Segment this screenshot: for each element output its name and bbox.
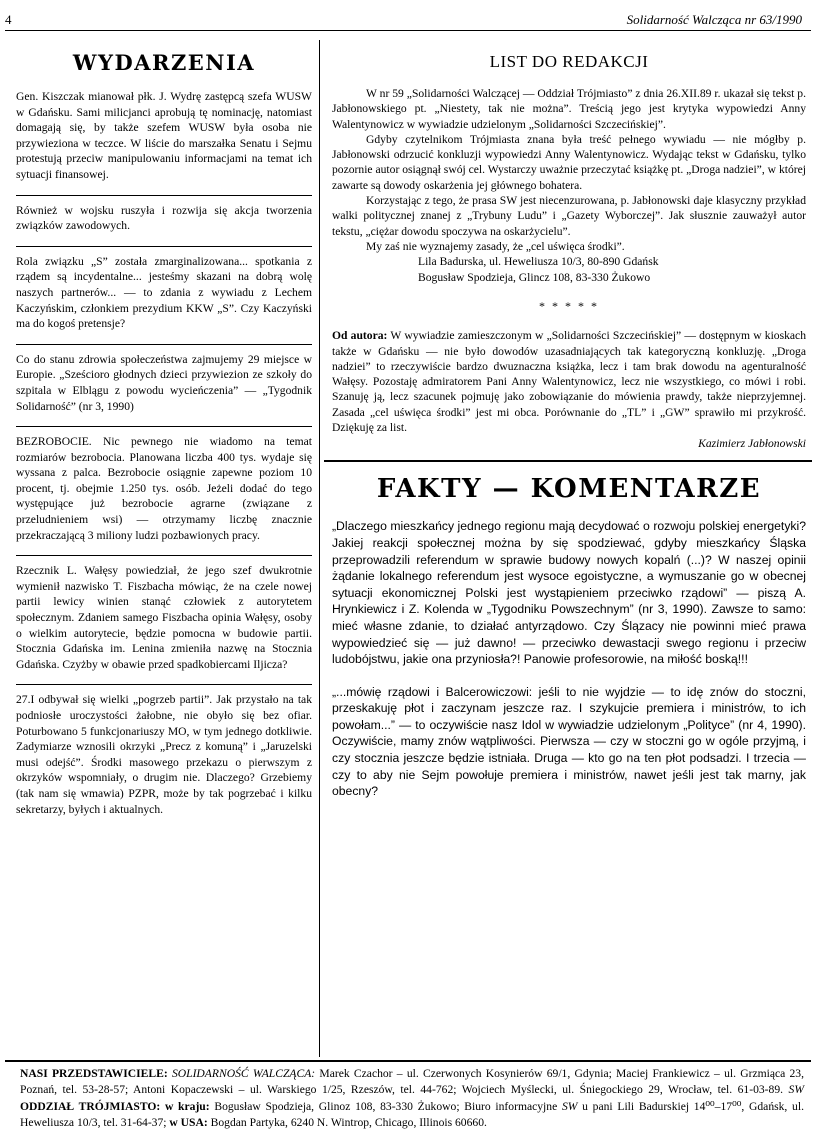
column-divider bbox=[319, 40, 320, 1057]
letter-signature: Lila Badurska, ul. Heweliusza 10/3, 80-890 Gdańsk bbox=[418, 255, 659, 269]
footer-sw: SW bbox=[788, 1083, 804, 1097]
page-header bbox=[0, 12, 814, 32]
letter-paragraph: My zaś nie wyznajemy zasady, że „cel uświęca środki”. bbox=[366, 239, 625, 253]
footer-label: NASI PRZEDSTAWICIELE: bbox=[20, 1067, 168, 1080]
section-title-fakty: FAKTY — KOMENTARZE bbox=[376, 474, 762, 505]
footer-usa: w USA: bbox=[169, 1116, 208, 1130]
star-separator: * * * * * bbox=[539, 299, 599, 314]
news-item: Rzecznik L. Wałęsy powiedział, że jego szef dwukrotnie wymienił nazwisko T. Fiszbacha mówiąc, że na czele nowej partii lewicy winien stanąć człowiek z autorytetem społecznym. Zdaniem samego Fiszbacha opinia Wałęsy, osoby o wielkim autorytecie, będzie pomocna w budowie partii. Stocznia Gdańska im. Lenina zmieniła nazwę na Stocznia Gdańska. Czyżby w obawie przed spadkobiercami Iljicza? bbox=[16, 564, 312, 671]
item-divider bbox=[16, 555, 312, 556]
news-item: BEZROBOCIE. Nic pewnego nie wiadomo na temat rozmiarów bezrobocia. Planowana liczba 400 tys. wydaje się wyssana z palca. Bezrobocie osiągnie zapewne poziom 10 procent, tj. obejmie 1.250 tys. osób. Jeżeli dodać do tego występujące już bezrobocie agrarne (związane z przeludnieniem wsi) — otrzymamy liczbę znacznie przekraczającą 3 miliony ludzi pozbawionych pracy. bbox=[16, 435, 312, 542]
reply-text: W wywiadzie zamieszczonym w „Solidarności Szczecińskiej” — dostępnym w kioskach także w Gdańsku — nie było dowodów uzasadniających tak kategoryczną konkluzję. „Droga nadziei” to rzeczywiście bardzo dwuznaczna książka, lecz i tam brak dowodu na agenturalność Wałęsy. Pozostaję admiratorem Pani Anny Walentynowicz, lecz nie wszystkiego, co mówi i robi. Szanuję ją, lecz szacunek pojmuję jako zobowiązanie do mówienia prawdy, także nieprzyjemnej. Zasada „cel uświęca środki” jest mi obca. Porównanie do „TL” i „GW” sprawiło mi przykrość. Dziękuję za list. bbox=[332, 329, 806, 435]
publication-title: Solidarność Walcząca nr 63/1990 bbox=[626, 12, 802, 27]
news-item: Co do stanu zdrowia społeczeństwa zajmujemy 29 miejsce w Europie. „Sześcioro głodnych dzieci przywiezion ze szkoły do szpitala w Elblągu z powodu wycieńczenia” — „Tygodnik Solidarność” (nr 3, 1990) bbox=[16, 352, 312, 413]
letter-paragraph: W nr 59 „Solidarności Walczącej — Oddział Trójmiasto” z dnia 26.XII.89 r. ukazał się tekst p. Jabłonowskiego pt. „Niestety, tak nie można”. Treścią jego jest krytyka wypowiedzi Anny Walentynowicz w wywiadzie udzielonym „Solidarności Szczecińskiej”. bbox=[332, 87, 806, 131]
page-number: 4 bbox=[5, 12, 12, 27]
item-divider bbox=[16, 684, 312, 685]
letter-paragraph: Korzystając z tego, że prasa SW jest niecenzurowana, p. Jabłonowski daje klasyczny przykład walki politycznej znanej z „Trybuny Ludu” i „Gazety Wyborczej”. Jak słusznie zauważył autor tekstu, „ciężar dowodu spoczywa na oskarżycielu”. bbox=[332, 194, 806, 238]
footer-text: Marek Czachor – ul. Czerwonych Kosynierów 69/1, Gdynia; Maciej Frankiewicz – ul. Grzmiąca 23, Poznań, tel. 53-28-57; Antoni Kopaczewski – ul. Warskiego 1/25, Rzeszów, tel. 44-762; Wojciech Myślecki, ul. Śniegockiego 29, Wrocław, tel. 61-03-89. bbox=[20, 1067, 805, 1097]
section-divider bbox=[324, 460, 812, 462]
footer-text: u pani Lili Badurskiej 14⁰⁰–17⁰⁰, Gdańsk, ul. Heweliusza 10/3, tel. 31-64-37; bbox=[20, 1099, 804, 1130]
item-divider bbox=[16, 246, 312, 247]
footer-text: Bogusław Spodzieja, Glinoz 108, 83-330 Żukowo; Biuro informacyjne bbox=[214, 1099, 558, 1113]
letter-title: LIST DO REDAKCJI bbox=[489, 52, 649, 71]
item-divider bbox=[16, 344, 312, 345]
footer-representatives bbox=[20, 1066, 804, 1132]
item-divider bbox=[16, 426, 312, 427]
item-divider bbox=[16, 195, 312, 196]
reply-author: Kazimierz Jabłonowski bbox=[698, 437, 806, 451]
letter-paragraph: Gdyby czytelnikom Trójmiasta znana była treść pełnego wywiadu — nie mógłby p. Jabłonowski odrzucić konkluzji wypowiedzi Anny Walentynowicz. Wydając tekst w Gdańsku, tylko pozornie autor osiągnął swój cel. Wystarczy uważnie przeczytać książkę pt. „Droga nadziei”, w której zawarte są dowody oskarżenia jej głównego bohatera. bbox=[332, 132, 806, 192]
facts-paragraph: „Dlaczego mieszkańcy jednego regionu mają decydować o rozwoju polskiej energetyki? Jakiej reakcji społecznej można by się spodziewać, gdyby mieszkańcy Śląska przeprowadzili referendum w sprawie budowy nowych kopalń (...)? W naszej opinii żądanie lokalnego referendum jest wysoce egoistyczne, a wymuszanie go w obecnej sytuacji ekonomicznej Polski jest wystąpieniem przeciwko rządowi” — piszą A. Hrynkiewicz i Z. Kolenda w „Tygodniku Powszechnym” (nr 3, 1990). Zawsze to samo: mieć własne zdanie, to działać antyrządowo. Czy Ślązacy nie powinni mieć prawa wypowiedzieć się — już dawno! — przeciwko dewastacji swego regionu i przeciw ludobójstwu, jakie ona przyniosła?! Panowie profesorowie, na miłość boską!!! bbox=[332, 519, 806, 667]
header-rule bbox=[5, 30, 811, 31]
footer-rule bbox=[5, 1060, 811, 1062]
right-column bbox=[332, 34, 806, 800]
news-item: Rola związku „S” została zmarginalizowana... spotkania z rządem są incydentalne... jesteśmy skazani na dobrą wolę naszych partnerów... — to zdania z wywiadu z Lechem Kaczyńskim, członkiem prezydium KKW „S”. Czy Kaczyński ma do kogoś pretensje? bbox=[16, 254, 312, 331]
section-title-wydarzenia: WYDARZENIA bbox=[72, 50, 256, 75]
news-item: Gen. Kiszczak mianował płk. J. Wydrę zastępcą szefa WUSW w Gdańsku. Sami milicjanci aprobują tę nominację, natomiast domagają się, by także szefem WUSW była osoba nie przywieziona w teczce. W liście do marszałka Senatu i Sejmu protestują przeciw manipulowaniu informacjami na temat ich sytuacji finansowej. bbox=[16, 90, 312, 181]
news-item: 27.I odbywał się wielki „pogrzeb partii”. Jak przystało na tak podniosłe uroczystości żałobne, nie obyło się bez ofiar. Poturbowano 5 funkcjonariuszy MO, w tym jednego dotkliwie. Zadymiarze wznosili okrzyki „Precz z komuną” i „Jaruzelski musi odejść”. Środki masowego przekazu o pierwszym z okrzyków wspomniały, o drugim nie. Dlaczego? Grzebiemy (tak nam się wmawia) PZPR, może by tak pogrzebać i kilku sekretarzy, byłych i aktualnych. bbox=[16, 693, 312, 816]
footer-sw: SW bbox=[561, 1099, 578, 1113]
footer-publication: SOLIDARNOŚĆ WALCZĄCA: bbox=[171, 1067, 316, 1080]
reply-label: Od autora: bbox=[332, 329, 388, 343]
author-reply bbox=[332, 328, 806, 435]
left-column bbox=[16, 34, 312, 823]
facts-paragraph: „...mówię rządowi i Balcerowiczowi: jeśli to nie wyjdzie — to idę znów do stoczni, przeskakuję płot i zaczynam jeszcze raz. I szykujcie premiera i ministrów, to ich powołam...” — to oczywiście nasz Idol w wywiadzie udzielonym „Polityce” (nr 4, 1990). Oczywiście, mamy znów wątpliwości. Pierwsza — czy w stoczni go w ogóle przyjmą, i czy stocznia jeszcze będzie istniała. Druga — kto go na ten płot podsadzi. I trzecia — czy to aby nie Sejm powołuje premiera i ministrów, nawet jeśli jest tak marny, jak obecny? bbox=[332, 684, 806, 799]
news-item: Również w wojsku ruszyła i rozwija się akcja tworzenia związków zawodowych. bbox=[16, 203, 312, 233]
footer-oddzial: ODDZIAŁ TRÓJMIASTO: w kraju: bbox=[20, 1099, 210, 1113]
letter-signature: Bogusław Spodzieja, Glincz 108, 83-330 Żukowo bbox=[418, 270, 651, 284]
footer-text: Bogdan Partyka, 6240 N. Wintrop, Chicago, Illinois 60660. bbox=[210, 1116, 487, 1130]
